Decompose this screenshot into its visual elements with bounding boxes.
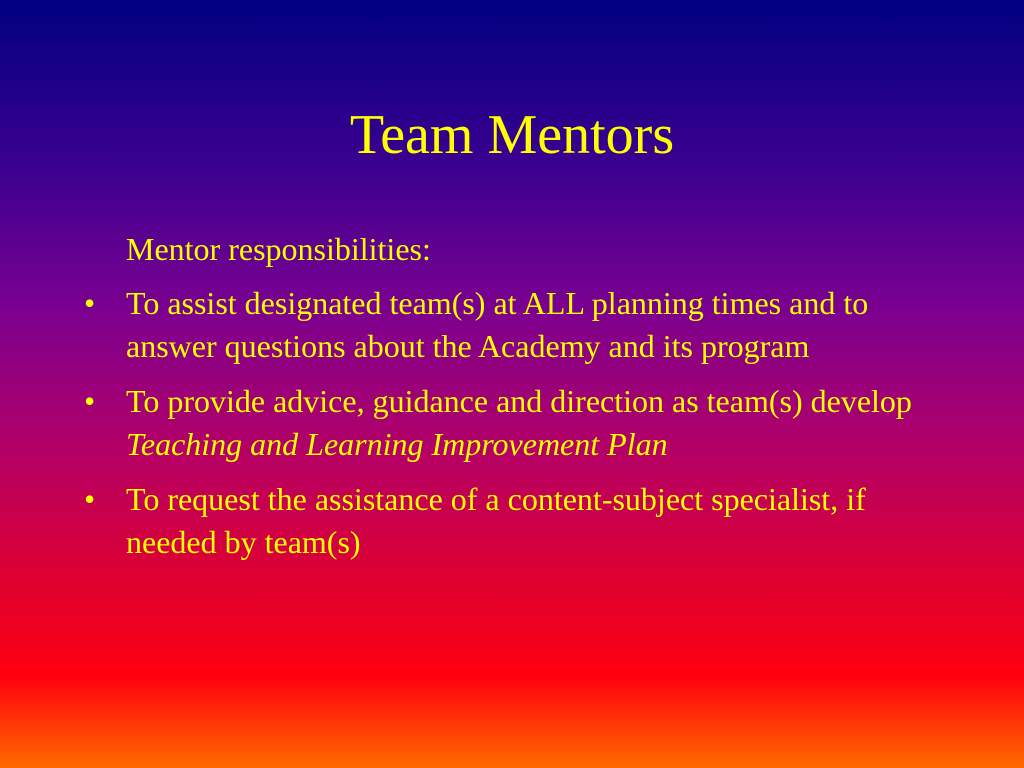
bullet-item [0, 380, 926, 466]
bullet-text: To request the assistance of a content-subject specialist, if needed by team(s) [126, 481, 866, 560]
intro-text: Mentor responsibilities: [126, 231, 431, 267]
bullet-item [0, 282, 926, 368]
bullet-text: To assist designated team(s) at ALL planning times and to answer questions about the Academy and its program [126, 285, 869, 364]
bullet-icon: • [84, 285, 96, 321]
bullet-list [0, 282, 1024, 576]
slide-title: Team Mentors [349, 104, 675, 166]
bullet-text: To provide advice, guidance and direction as team(s) develop [126, 383, 912, 419]
bullet-icon: • [84, 383, 96, 419]
plan-title-emphasis: Teaching and Learning Improvement Plan [126, 426, 668, 462]
bullet-item [0, 478, 926, 564]
bullet-icon: • [84, 481, 96, 517]
